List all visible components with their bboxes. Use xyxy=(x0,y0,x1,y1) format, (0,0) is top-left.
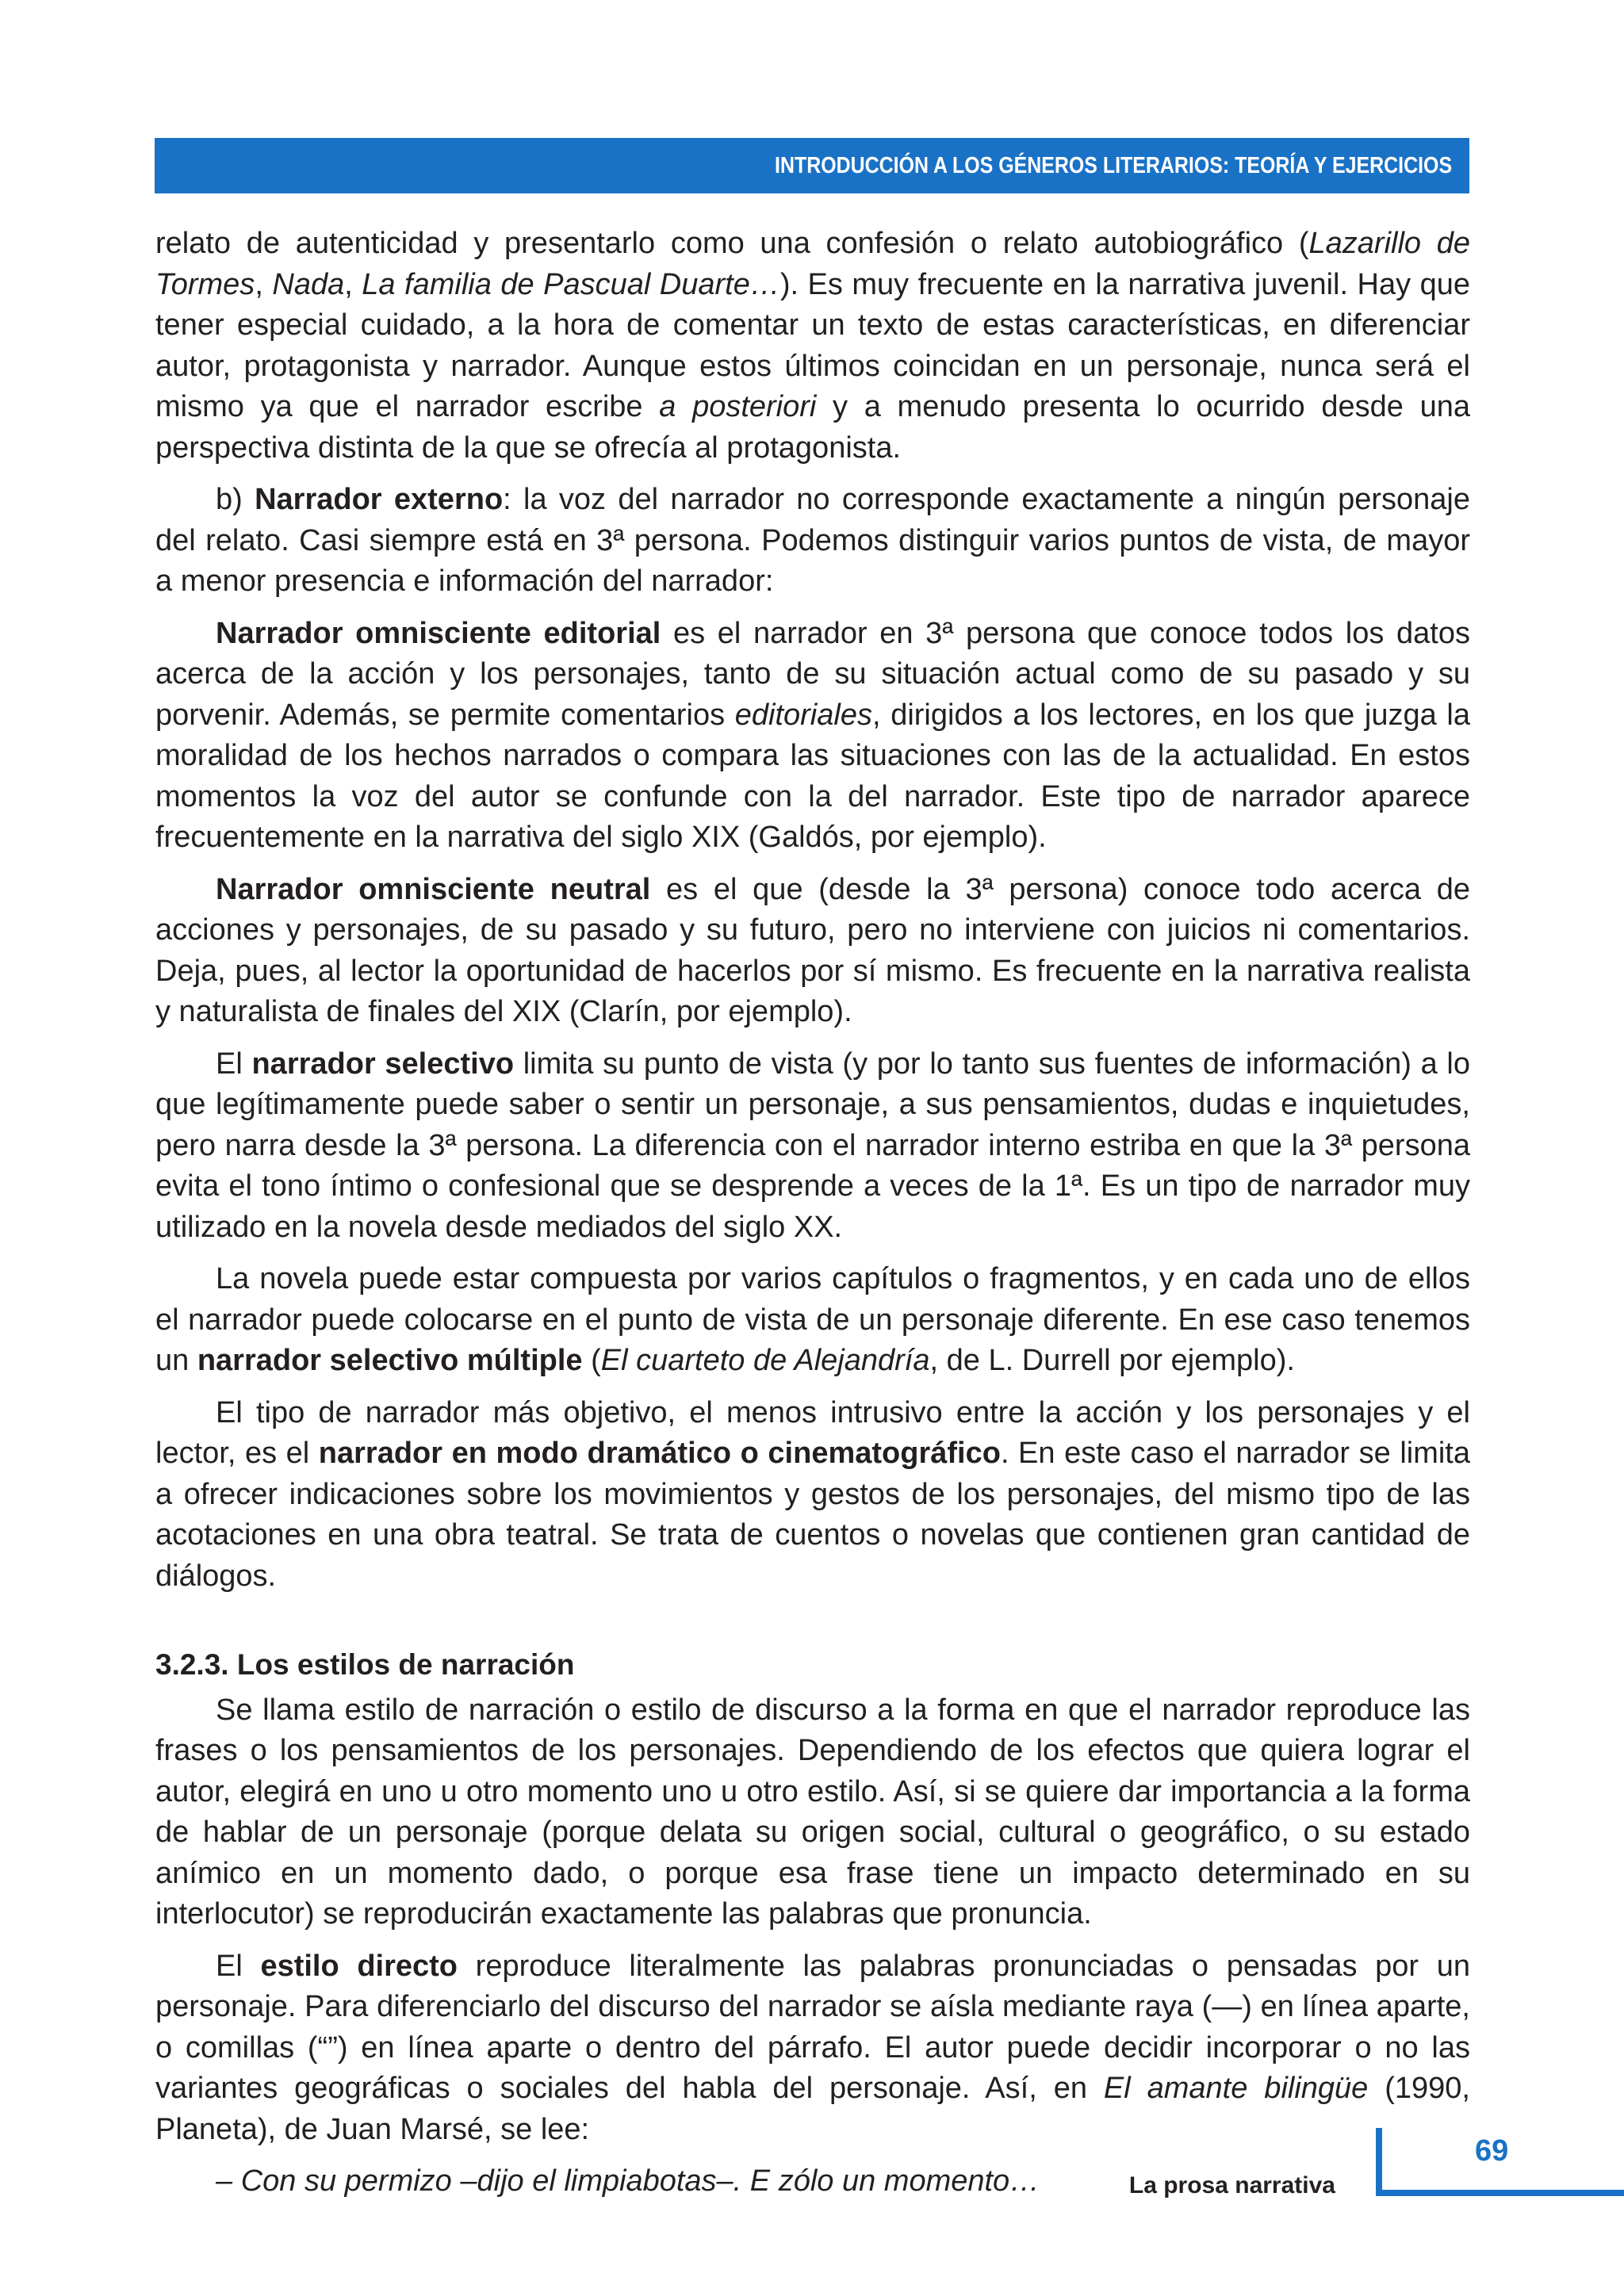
text-run: El tipo de narrador más objetivo, el menos intrusivo entre la acción y los personajes y el lector, es el xyxy=(155,1395,1470,1470)
page-body xyxy=(155,224,1470,2202)
paragraph-selectivo-multiple xyxy=(155,1259,1470,1382)
text-run: La novela puede estar compuesta por varios capítulos o fragmentos, y en cada uno de ellos el narrador puede colocarse en el punto de vista de un personaje diferente. En ese caso tenemos un xyxy=(155,1262,1470,1377)
text-run: es el que (desde la 3ª persona) conoce todo acerca de acciones y personajes, de su pasado y su futuro, pero no interviene con juicios ni comentarios. Deja, pues, al lector la oportunidad de hacerlos por sí mismo. Es frecuente en la narrativa realista y naturalista de finales del XIX (Clarín, por ejemplo). xyxy=(155,872,1470,1028)
bold-term: narrador selectivo xyxy=(251,1047,515,1081)
footer-section-label: La prosa narrativa xyxy=(1128,2172,1335,2198)
book-title: Nada xyxy=(272,267,345,301)
text-run: : la voz del narrador no corresponde exactamente a ningún personaje del relato. Casi siempre está en 3ª persona. Podemos distinguir varios puntos de vista, de mayor a menor presencia e información del narrador: xyxy=(155,483,1470,598)
text-run: relato de autenticidad y presentarlo como una confesión o relato autobiográfico ( xyxy=(155,227,1309,260)
text-run: Se llama estilo de narración o estilo de discurso a la forma en que el narrador reproduce las frases o los pensamientos de los personajes. Dependiendo de los efectos que quiera lograr el autor, elegirá en uno u otro momento uno u otro estilo. Así, si se quiere dar importancia a la forma de hablar de un personaje (porque delata su origen social, cultural o geográfico, o su estado anímico en un momento dado, o porque esa frase tiene un impacto determinado en su interlocutor) se reproducirán exactamente las palabras que pronuncia. xyxy=(155,1693,1470,1931)
paragraph-estilos-intro xyxy=(155,1690,1470,1935)
bold-term: Narrador omnisciente neutral xyxy=(216,872,651,906)
paragraph-omnisciente-neutral xyxy=(155,870,1470,1033)
text-run: , xyxy=(255,267,273,301)
text-run: (1990, Planeta), de Juan Marsé, se lee: xyxy=(155,2072,1470,2146)
text-run: . En este caso el narrador se limita a ofrecer indicaciones sobre los movimientos y gestos de los personajes, del mismo tipo de las acotaciones en una obra teatral. Se trata de cuentos o novelas que contienen gran cantidad de diálogos. xyxy=(155,1437,1470,1593)
text-run: limita su punto de vista (y por lo tanto sus fuentes de información) a lo que legítimamente puede saber o sentir un personaje, a sus pensamientos, dudas e inquietudes, pero narra desde la 3ª persona. La diferencia con el narrador interno estriba en que la 3ª persona evita el tono íntimo o confesional que se desprende a veces de la 1ª. Es un tipo de narrador muy utilizado en la novela desde mediados del siglo XX. xyxy=(155,1047,1470,1244)
paragraph-narrador-selectivo xyxy=(155,1044,1470,1249)
paragraph-modo-dramatico xyxy=(155,1393,1470,1598)
dialogue-quote: – Con su permizo –dijo el limpiabotas–. E zólo un momento… xyxy=(216,2164,1040,2198)
page-number: 69 xyxy=(1475,2134,1509,2168)
text-run: b) xyxy=(216,483,255,516)
footer-vertical-rule xyxy=(1376,2128,1382,2196)
text-run: es el narrador en 3ª persona que conoce todos los datos acerca de la acción y los personajes, tanto de su situación actual como de su pasado y su porvenir. Además, se permite comentarios xyxy=(155,616,1470,732)
book-title: El cuarteto de Alejandría xyxy=(600,1344,930,1377)
text-run: , dirigidos a los lectores, en los que juzga la moralidad de los hechos narrados o compara las situaciones con las de la actualidad. En estos momentos la voz del autor se confunde con la del narrador. Este tipo de narrador aparece frecuentemente en la narrativa del siglo XIX (Galdós, por ejemplo). xyxy=(155,698,1470,854)
paragraph-narrador-externo xyxy=(155,480,1470,603)
text-run: y a menudo presenta lo ocurrido desde una perspectiva distinta de la que se ofrecía al protagonista. xyxy=(155,390,1470,465)
book-title: El amante bilingüe xyxy=(1103,2072,1369,2105)
bold-term: Narrador externo xyxy=(255,483,504,516)
bold-term: narrador en modo dramático o cinematográfico xyxy=(318,1437,1001,1470)
bold-term: estilo directo xyxy=(260,1949,458,1983)
italic-term: a posteriori xyxy=(659,390,817,423)
running-header-bar xyxy=(155,138,1469,193)
paragraph-continuation xyxy=(155,224,1470,469)
footer-horizontal-rule xyxy=(1376,2190,1624,2196)
italic-term: editoriales xyxy=(734,698,872,732)
bold-term: narrador selectivo múltiple xyxy=(197,1344,583,1377)
book-title: Lazarillo de Tormes xyxy=(155,227,1470,301)
book-title: La familia de Pascual Duarte… xyxy=(362,267,780,301)
text-run: ( xyxy=(582,1344,601,1377)
text-run: El xyxy=(216,1047,252,1081)
running-header-title: INTRODUCCIÓN A LOS GÉNEROS LITERARIOS: TEORÍA Y EJERCICIOS xyxy=(774,152,1452,178)
text-run: ). Es muy frecuente en la narrativa juvenil. Hay que tener especial cuidado, a la hora de comentar un texto de estas características, en diferenciar autor, protagonista y narrador. Aunque estos últimos coincidan en un personaje, nunca será el mismo ya que el narrador escribe xyxy=(155,267,1470,423)
paragraph-estilo-directo xyxy=(155,1946,1470,2151)
section-heading: 3.2.3. Los estilos de narración xyxy=(155,1648,575,1681)
text-run: reproduce literalmente las palabras pronunciadas o pensadas por un personaje. Para diferenciarlo del discurso del narrador se aísla mediante raya (—) en línea aparte, o comillas (“”) en línea aparte o dentro del párrafo. El autor puede decidir incorporar o no las variantes geográficas o sociales del habla del personaje. Así, en xyxy=(155,1949,1470,2105)
paragraph-omnisciente-editorial xyxy=(155,614,1470,859)
bold-term: Narrador omnisciente editorial xyxy=(216,616,661,650)
text-run: , xyxy=(344,267,362,301)
text-run: El xyxy=(216,1949,261,1983)
text-run: , de L. Durrell por ejemplo). xyxy=(929,1344,1295,1377)
